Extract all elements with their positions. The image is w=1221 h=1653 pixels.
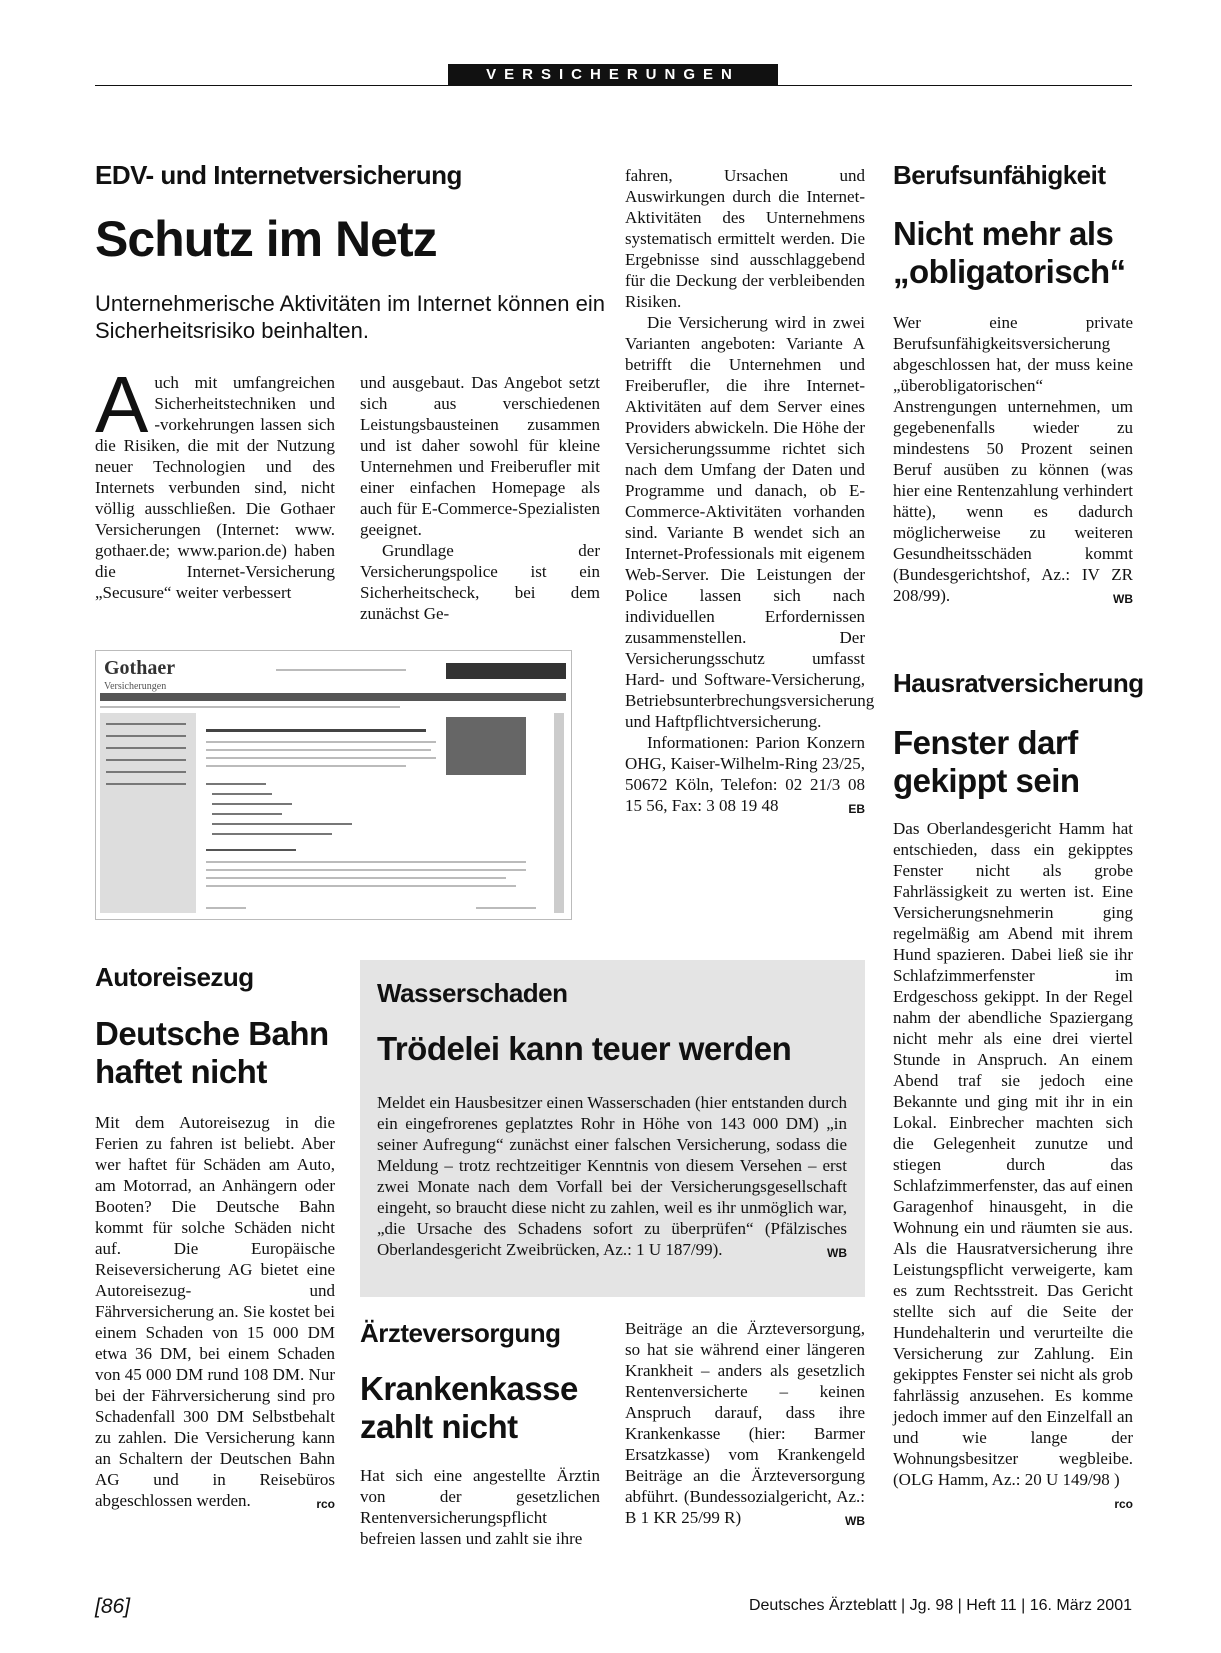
edv-col2-p2: Grundlage der Versicherungspolice ist ein Sicherheitscheck, bei dem zunächst Ge- — [360, 541, 600, 623]
wasser-headline: Trödelei kann teuer werden — [377, 1030, 792, 1067]
auto-signature: rco — [316, 1497, 335, 1511]
hausrat-signature: rco — [1114, 1497, 1133, 1511]
page-number: [86] — [95, 1595, 131, 1618]
website-screenshot — [95, 650, 572, 920]
bu-kicker: Berufsunfähigkeit — [893, 160, 1106, 190]
aerzte-column-1: Hat sich eine angestellte Ärztin von der gesetzlichen Rentenversicherungspflicht befreien lassen und zahlt sie ihre — [360, 1466, 600, 1548]
wasser-kicker: Wasserschaden — [377, 978, 568, 1008]
edv-col3-p1: fahren, Ursachen und Auswirkungen durch die Internet-Aktivitäten des Unternehmens systematisch ermittelt werden. Die Ergebnisse sind ausschlaggebend für die Deckung der verbleibenden Risiken. — [625, 166, 865, 311]
edv-signature: EB — [848, 802, 865, 816]
edv-column-3 — [625, 165, 875, 820]
edv-dropcap: A — [95, 360, 149, 449]
section-banner: VERSICHERUNGEN — [448, 64, 778, 86]
bu-text: Wer eine private Berufsunfähigkeitsversicherung abgeschlossen hat, der muss keine „überobligatorischen“ Anstrengungen unternehmen, um gegebenenfalls wieder zu mindestens 50 Prozent seinen Beruf ausüben zu können (was hier eine Rentenzahlung verhindert hätte), wenn es dadurch möglicherweise zu weiteren Gesundheitsschäden kommt (Bundesgerichtshof, Az.: IV ZR 208/99). WB — [893, 312, 1133, 610]
bu-signature: WB — [1113, 592, 1133, 606]
aerzte-kicker: Ärzteversorgung — [360, 1318, 561, 1348]
journal-volume: Jg. 98 — [909, 1597, 954, 1614]
wasser-text: Meldet ein Hausbesitzer einen Wasserschaden (hier entstanden durch ein eingefrorenes geplatztes Rohr in Höhe von 143 000 DM) „in seiner Aufregung“ zunächst einer falschen Versicherung, sodass die Meldung – trotz rechtzeitiger Kenntnis von diesem Versehen – erst zwei Monate nach dem Vorfall bei der Versicherungsgesellschaft eingeht, so braucht diese nicht zu zahlen, weil es ihr unmöglich war, „die Ursache des Schadens sofort zu überprüfen“ (Pfälzisches Oberlandesgericht Zweibrücken, Az.: 1 U 187/99). WB — [377, 1092, 847, 1264]
hausrat-text: Das Oberlandesgericht Hamm hat entschieden, dass ein gekipptes Fenster nicht als grobe Fahrlässigkeit zu werten ist. Eine Versicherungsnehmerin ging regelmäßig am Abend mit ihrem Hund spazieren. Dabei ließ sie ihr Schlafzimmerfenster im Erdgeschoss gekippt. In der Regel nahm der abendliche Spaziergang nicht mehr als eine drei viertel Stunde in Anspruch. An einem Abend traf sie jedoch eine Bekannte und ging mit ihr in ein Lokal. Einbrecher machten sich die Gelegenheit zunutze und stiegen durch das Schlafzimmerfenster, das auf einen Garagenhof hinausgeht, in die Wohnung ein und räumten sie aus. Als die Hausratversicherung ihre Leistungspflicht verweigerte, kam es zum Rechtsstreit. Das Gericht stellte sich auf die Seite der Hundehalterin und verurteilte die Versicherung zur Zahlung. Ein gekipptes Fenster sei nicht als grob fahrlässig anzusehen. Es komme jedoch immer auf den Einzelfall an und wie lange der Wohnungsbesitzer wegbleibe. (OLG Hamm, Az.: 20 U 149/98 ) rco — [893, 818, 1133, 1515]
screenshot-sublogo: Versicherungen — [104, 681, 167, 692]
aerzte-headline: Krankenkasse zahlt nicht — [360, 1370, 578, 1445]
top-rule — [95, 85, 1132, 86]
wasser-signature: WB — [827, 1246, 847, 1260]
aerzte-signature: WB — [845, 1514, 865, 1528]
edv-column-1 — [95, 360, 335, 603]
edv-col2-p1: und ausgebaut. Das Angebot setzt sich aus verschiedenen Leistungsbausteinen zusammen und ist daher sowohl für kleine Unternehmen und Freiberufler mit einer einfachen Homepage als auch für E-Commerce-Spezialisten geeignet. — [360, 373, 600, 539]
hausrat-kicker: Hausratversicherung — [893, 668, 1144, 698]
journal-footer: Deutsches Ärzteblatt | Jg. 98 | Heft 11 | 16. März 2001 — [748, 1597, 1132, 1614]
edv-col1-text: uch mit umfangreichen Sicherheitstechniken und -vorkehrungen lassen sich die Risiken, die mit der Nutzung neuer Technologien und des Internets verbunden sind, nicht völlig ausschließen. Die Gothaer Versicherungen (Internet: www. gothaer.de; www.parion.de) haben die Internet-Versicherung „Secusure“ weiter verbessert — [95, 373, 335, 602]
auto-headline: Deutsche Bahn haftet nicht — [95, 1015, 329, 1090]
edv-col3-p3: Informationen: Parion Konzern OHG, Kaiser-Wilhelm-Ring 23/25, 50672 Köln, Telefon: 02 21/3 08 15 56, Fax: 3 08 19 48 EB — [625, 732, 865, 816]
hausrat-headline: Fenster darf gekippt sein — [893, 724, 1080, 799]
aerzte-column-2: Beiträge an die Ärzteversorgung, so hat sie während einer längeren Krankheit – anders als gesetzlich Rentenversicherte – keinen Anspruch darauf, dass ihre Krankenkasse (hier: Barmer Ersatzkasse) vom Krankengeld Beiträge an die Ärzteversorgung abführt. (Bundessozialgericht, Az.: B 1 KR 25/99 R) WB — [625, 1318, 865, 1532]
edv-col3-p2: Die Versicherung wird in zwei Varianten angeboten: Variante A betrifft die Unternehmen und Freiberufler, die ihre Internet-Aktivitäten auf dem Server eines Providers abwickeln. Die Höhe der Versicherungssumme richtet sich nach dem Umfang der Daten und Programme und danach, ob E-Commerce-Aktivitäten vorhanden sind. Variante B wendet sich an Internet-Professionals mit eigenem Web-Server. Die Leistungen der Police lassen sich nach individuellen Erfordernissen zusammenstellen. Der Versicherungsschutz umfasst Hard- und Software-Versicherung, Betriebsunterbrechungsversicherung und Haftpflichtversicherung. — [625, 313, 875, 731]
edv-column-2 — [360, 372, 600, 624]
journal-issue: Heft 11 — [966, 1597, 1017, 1614]
edv-kicker: EDV- und Internetversicherung — [95, 160, 462, 190]
auto-text: Mit dem Autoreisezug in die Ferien zu fahren ist beliebt. Aber wer haftet für Schäden am Auto, am Motorrad, an Anhängern oder Booten? Die Deutsche Bahn kommt für solche Schäden nicht auf. Die Europäische Reiseversicherung AG bietet eine Autoreisezug- und Fährversicherung an. Sie kostet bei einem Schaden von 15 000 DM etwa 36 DM, bei einem Schaden von 45 000 DM rund 108 DM. Nur bei der Fährversicherung sind pro Schadenfall 300 DM Selbstbehalt zu zahlen. Die Versicherung kann an Schaltern der Deutschen Bahn AG und in Reisebüros abgeschlossen werden. rco — [95, 1112, 335, 1515]
screenshot-logo: Gothaer — [104, 657, 176, 679]
auto-kicker: Autoreisezug — [95, 962, 254, 992]
edv-subhead: Unternehmerische Aktivitäten im Internet können ein Sicherheitsrisiko beinhalten. — [95, 291, 605, 343]
edv-headline: Schutz im Netz — [95, 211, 437, 267]
journal-date: 16. März 2001 — [1029, 1597, 1132, 1614]
bu-headline: Nicht mehr als „obligatorisch“ — [893, 215, 1126, 290]
journal-name: Deutsches Ärzteblatt — [748, 1597, 897, 1614]
